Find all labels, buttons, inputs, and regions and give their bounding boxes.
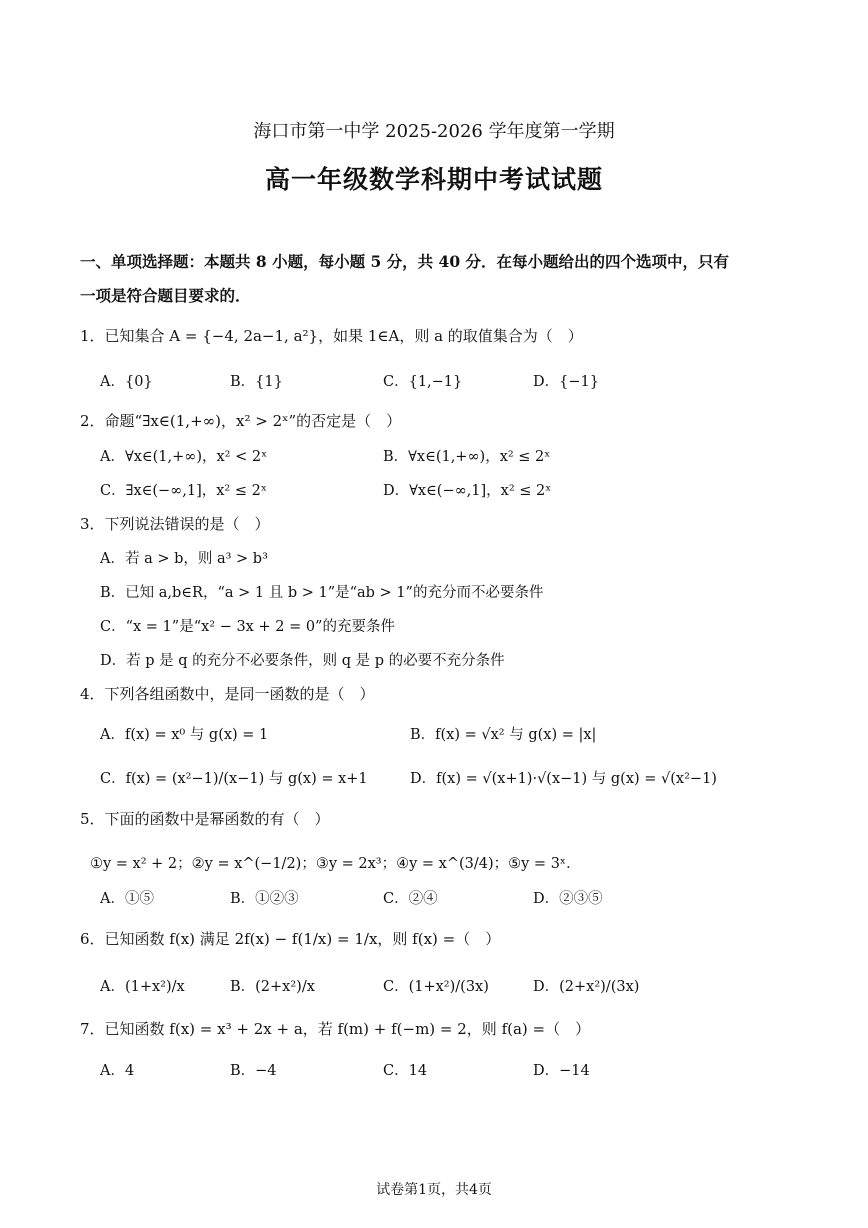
question-4-stem: 4．下列各组函数中，是同一函数的是（ ） — [80, 685, 375, 703]
question-6-option-b: B．(2+x²)/x — [230, 979, 315, 995]
question-3-option-b: B．已知 a,b∈R，“a > 1 且 b > 1”是“ab > 1”的充分而不必要条件 — [100, 585, 544, 601]
question-1-stem: 1．已知集合 A = {−4, 2a−1, a²}，如果 1∈A，则 a 的取值集合为（ ） — [80, 327, 583, 345]
question-5-stem: 5．下面的函数中是幂函数的有（ ） — [80, 810, 330, 828]
question-7-stem: 7．已知函数 f(x) = x³ + 2x + a，若 f(m) + f(−m) = 2，则 f(a) =（ ） — [80, 1020, 591, 1038]
question-1-option-b: B．{1} — [230, 374, 283, 390]
question-6-stem: 6．已知函数 f(x) 满足 2f(x) − f(1/x) = 1/x，则 f(x) =（ ） — [80, 930, 501, 948]
question-6-option-d: D．(2+x²)/(3x) — [533, 979, 640, 995]
question-6-option-c: C．(1+x²)/(3x) — [383, 979, 489, 995]
question-3-option-c: C．“x = 1”是“x² − 3x + 2 = 0”的充要条件 — [100, 619, 395, 635]
question-2-option-a: A．∀x∈(1,+∞)，x² < 2ˣ — [100, 449, 268, 465]
question-2-option-b: B．∀x∈(1,+∞)，x² ≤ 2ˣ — [383, 449, 551, 465]
question-3-stem: 3．下列说法错误的是（ ） — [80, 515, 270, 533]
question-4-option-a: A．f(x) = x⁰ 与 g(x) = 1 — [100, 727, 269, 743]
exam-title-subject: 高一年级数学科期中考试试题 — [264, 165, 603, 194]
question-7-option-c: C．14 — [383, 1063, 428, 1079]
question-5-option-d: D．②③⑤ — [533, 891, 603, 907]
question-5-option-a: A．①⑤ — [100, 891, 154, 907]
exam-title-school: 海口市第一中学 2025-2026 学年度第一学期 — [253, 121, 615, 142]
question-6-option-a: A．(1+x²)/x — [100, 979, 185, 995]
question-7-option-b: B．−4 — [230, 1063, 277, 1079]
page-footer: 试卷第1页，共4页 — [376, 1182, 492, 1198]
question-1-option-a: A．{0} — [100, 374, 153, 390]
question-2-stem: 2．命题“∃x∈(1,+∞)，x² > 2ˣ”的否定是（ ） — [80, 412, 402, 430]
question-2-option-c: C．∃x∈(−∞,1]，x² ≤ 2ˣ — [100, 483, 267, 499]
question-2-option-d: D．∀x∈(−∞,1]，x² ≤ 2ˣ — [383, 483, 552, 499]
section-heading-line1: 一、单项选择题：本题共 8 小题，每小题 5 分，共 40 分．在每小题给出的四个选项中，只有 — [80, 252, 730, 271]
question-3-option-d: D．若 p 是 q 的充分不必要条件，则 q 是 p 的必要不充分条件 — [100, 653, 505, 669]
question-4-option-d: D．f(x) = √(x+1)·√(x−1) 与 g(x) = √(x²−1) — [410, 771, 717, 787]
section-heading-line2: 一项是符合题目要求的． — [80, 286, 251, 305]
question-1-option-c: C．{1,−1} — [383, 374, 463, 390]
question-5-option-c: C．②④ — [383, 891, 438, 907]
question-4-option-b: B．f(x) = √x² 与 g(x) = |x| — [410, 727, 597, 743]
question-1-option-d: D．{−1} — [533, 374, 599, 390]
question-7-option-a: A．4 — [100, 1063, 135, 1079]
question-5-function-list: ①y = x² + 2；②y = x^(−1/2)；③y = 2x³；④y = x^(3/4)；⑤y = 3ˣ． — [90, 856, 581, 872]
question-5-option-b: B．①②③ — [230, 891, 299, 907]
question-7-option-d: D．−14 — [533, 1063, 590, 1079]
question-3-option-a: A．若 a > b，则 a³ > b³ — [100, 551, 268, 567]
question-4-option-c: C．f(x) = (x²−1)/(x−1) 与 g(x) = x+1 — [100, 771, 368, 787]
